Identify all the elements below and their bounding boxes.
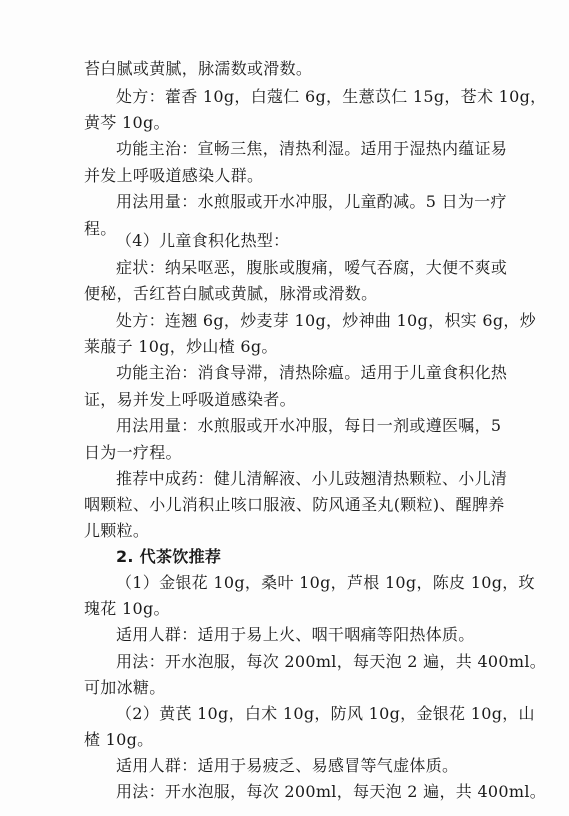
text-line: 日为一疗程。 bbox=[84, 443, 182, 462]
text-line: 莱菔子 10g，炒山楂 6g。 bbox=[84, 337, 278, 356]
section-heading: 2. 代茶饮推荐 bbox=[116, 547, 222, 566]
text-line: （1）金银花 10g，桑叶 10g，芦根 10g，陈皮 10g，玫 bbox=[116, 573, 535, 592]
text-line: 证，易并发上呼吸道感染者。 bbox=[84, 390, 296, 409]
text-line: 用法：开水泡服，每次 200ml，每天泡 2 遍，共 400ml。 bbox=[116, 782, 547, 801]
text-line: 功能主治：消食导滞，清热除瘟。适用于儿童食积化热 bbox=[116, 363, 508, 382]
text-line: （2）黄芪 10g，白术 10g，防风 10g，金银花 10g，山 bbox=[116, 704, 535, 723]
text-line: 适用人群：适用于易疲乏、易感冒等气虚体质。 bbox=[116, 756, 459, 775]
text-line: 瑰花 10g。 bbox=[84, 599, 170, 618]
text-line: 用法用量：水煎服或开水冲服，儿童酌减。5 日为一疗 bbox=[116, 192, 507, 211]
text-line: 推荐中成药：健儿清解液、小儿豉翘清热颗粒、小儿清 bbox=[116, 469, 508, 488]
text-line: 并发上呼吸道感染人群。 bbox=[84, 166, 264, 185]
text-line: 儿颗粒。 bbox=[84, 521, 150, 540]
text-line: 用法用量：水煎服或开水冲服，每日一剂或遵医嘱，5 bbox=[116, 416, 502, 435]
text-line: 处方：连翘 6g，炒麦芽 10g，炒神曲 10g，枳实 6g，炒 bbox=[116, 311, 536, 330]
text-line: 楂 10g。 bbox=[84, 730, 154, 749]
text-line: 苔白腻或黄腻，脉濡数或滑数。 bbox=[84, 59, 313, 78]
text-line: 便秘，舌红苔白腻或黄腻，脉滑或滑数。 bbox=[84, 284, 378, 303]
text-line: 程。 bbox=[84, 219, 117, 238]
text-line: 症状：纳呆呕恶，腹胀或腹痛，嗳气吞腐，大便不爽或 bbox=[116, 258, 508, 277]
text-line: 咽颗粒、小儿消积止咳口服液、防风通圣丸(颗粒)、醒脾养 bbox=[84, 495, 505, 514]
text-line: 功能主治：宣畅三焦，清热利湿。适用于湿热内蕴证易 bbox=[116, 139, 508, 158]
section-subheading: （4）儿童食积化热型： bbox=[116, 231, 290, 250]
text-line: 可加冰糖。 bbox=[84, 678, 166, 697]
text-line: 适用人群：适用于易上火、咽干咽痛等阳热体质。 bbox=[116, 625, 475, 644]
text-line: 用法：开水泡服，每次 200ml，每天泡 2 遍，共 400ml。 bbox=[116, 652, 547, 671]
text-line: 黄芩 10g。 bbox=[84, 113, 170, 132]
text-line: 处方：藿香 10g，白蔻仁 6g，生薏苡仁 15g，苍术 10g， bbox=[116, 87, 547, 106]
